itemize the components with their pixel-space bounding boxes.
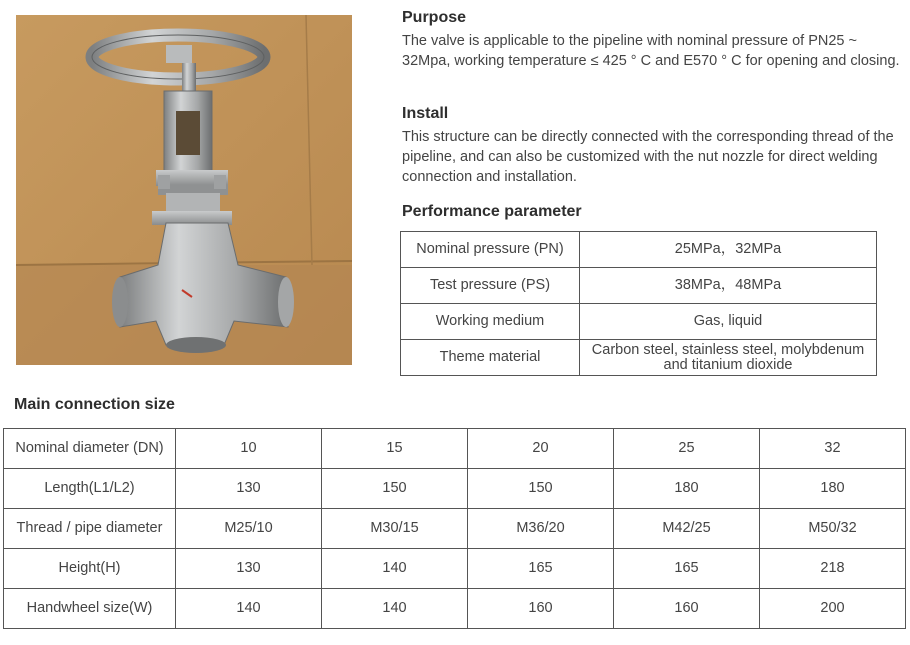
- param-value: Carbon steel, stainless steel, molybdenum and titanium dioxide: [580, 340, 877, 376]
- table-cell: 130: [176, 469, 322, 509]
- table-cell: 200: [760, 589, 906, 629]
- table-cell: 32: [760, 429, 906, 469]
- param-value: 38MPa，48MPa: [580, 268, 877, 304]
- param-label: Theme material: [401, 340, 580, 376]
- performance-table: [400, 231, 877, 376]
- table-cell: M25/10: [176, 509, 322, 549]
- table-cell: 140: [176, 589, 322, 629]
- purpose-title: Purpose: [402, 9, 467, 26]
- table-cell: 10: [176, 429, 322, 469]
- table-cell: 160: [614, 589, 760, 629]
- row-label: Thread / pipe diameter: [4, 509, 176, 549]
- connection-title: Main connection size: [14, 396, 175, 413]
- row-label: Height(H): [4, 549, 176, 589]
- param-value: Gas, liquid: [580, 304, 877, 340]
- table-row: [4, 429, 906, 469]
- valve-photo: [16, 15, 352, 365]
- install-text: This structure can be directly connected with the corresponding thread of the pipeline, and can also be customized with the nut nozzle for direct welding connection and installation.: [402, 129, 894, 185]
- table-cell: 165: [468, 549, 614, 589]
- table-cell: 160: [468, 589, 614, 629]
- install-title: Install: [402, 105, 449, 122]
- performance-title: Performance parameter: [402, 203, 582, 220]
- table-cell: 150: [468, 469, 614, 509]
- table-cell: 140: [322, 549, 468, 589]
- param-value: 25MPa，32MPa: [580, 232, 877, 268]
- table-cell: M36/20: [468, 509, 614, 549]
- param-label: Nominal pressure (PN): [401, 232, 580, 268]
- table-row: [4, 469, 906, 509]
- table-row: [401, 268, 877, 304]
- table-cell: 180: [760, 469, 906, 509]
- table-cell: 140: [322, 589, 468, 629]
- table-row: [4, 589, 906, 629]
- table-cell: 130: [176, 549, 322, 589]
- table-cell: 25: [614, 429, 760, 469]
- purpose-text: The valve is applicable to the pipeline with nominal pressure of PN25 ~ 32Mpa, working temperature ≤ 425 ° C and E570 ° C for opening and closing.: [402, 33, 900, 69]
- table-cell: 180: [614, 469, 760, 509]
- table-cell: M42/25: [614, 509, 760, 549]
- row-label: Handwheel size(W): [4, 589, 176, 629]
- connection-size-table: [3, 428, 906, 629]
- table-cell: 165: [614, 549, 760, 589]
- row-label: Length(L1/L2): [4, 469, 176, 509]
- param-label: Working medium: [401, 304, 580, 340]
- table-row: [401, 340, 877, 376]
- table-cell: 20: [468, 429, 614, 469]
- row-label: Nominal diameter (DN): [4, 429, 176, 469]
- param-label: Test pressure (PS): [401, 268, 580, 304]
- table-cell: M50/32: [760, 509, 906, 549]
- table-cell: 150: [322, 469, 468, 509]
- table-row: [401, 304, 877, 340]
- table-row: [4, 509, 906, 549]
- table-row: [401, 232, 877, 268]
- table-cell: 218: [760, 549, 906, 589]
- table-row: [4, 549, 906, 589]
- table-cell: M30/15: [322, 509, 468, 549]
- table-cell: 15: [322, 429, 468, 469]
